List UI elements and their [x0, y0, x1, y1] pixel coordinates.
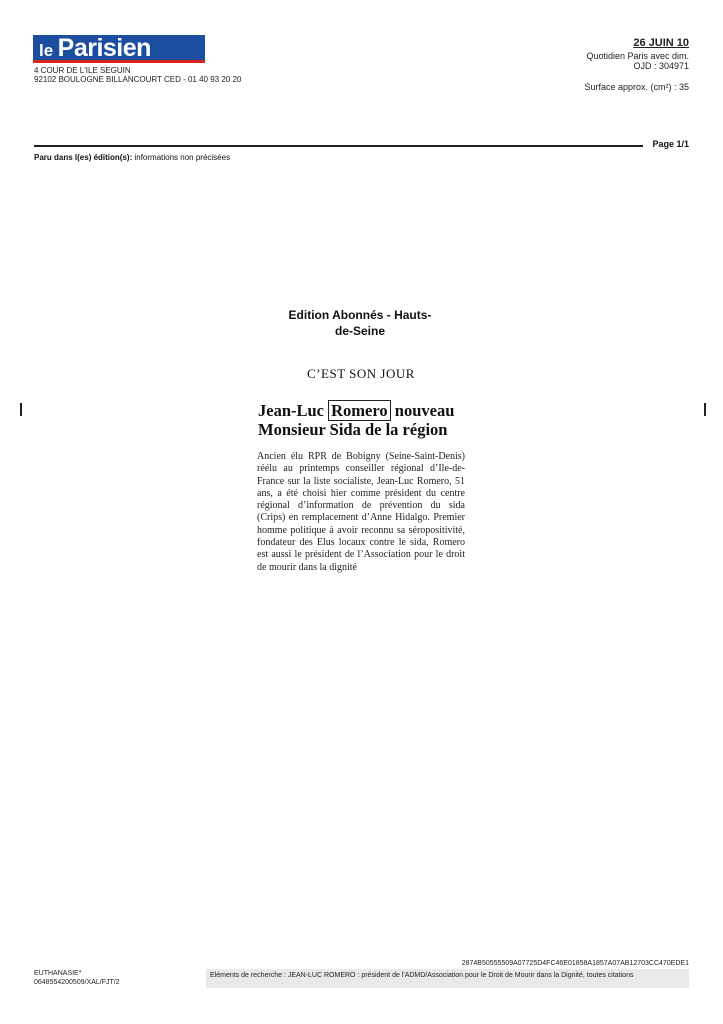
article-body: Ancien élu RPR de Bobigny (Seine-Saint-Denis) réélu au printemps conseiller régional d’Ile-de-France sur la liste socialiste, Jean-Luc Romero, 51 ans, a été choisi hier comme président du centre régional d’information de prévention du sida (Crips) en remplacement d’Anne Hidalgo. Premier homme politique à avoir reconnu sa séropositivité, fondateur des Elus locaux contre le sida, Romero est aussi le président de l’Association pour le droit de mourir dans la dignité [257, 451, 465, 573]
headline-post: nouveau [390, 401, 455, 420]
article-edition-line1: Edition Abonnés - Hauts- [288, 308, 432, 322]
topic-tag: EUTHANASIE* [34, 970, 82, 977]
article-headline [258, 401, 470, 439]
logo-le-text: le [39, 41, 54, 60]
article-edition [270, 307, 450, 339]
article-kicker: C’EST SON JOUR [307, 366, 415, 381]
headline-line1 [258, 401, 470, 420]
document-reference: 0648554200509/XAL/FJT/2 [34, 979, 120, 986]
edition-label: Paru dans l(es) édition(s): [34, 153, 133, 162]
publication-date: 26 JUIN 10 [633, 37, 689, 49]
article-edition-line2: de-Seine [334, 324, 385, 338]
headline-line2: Monsieur Sida de la région [258, 420, 448, 439]
headline-highlight: Romero [328, 400, 391, 421]
logo-parisien-text: Parisien [57, 34, 151, 62]
publication-frequency: Quotidien Paris avec dim. [586, 51, 689, 61]
headline-pre: Jean-Luc [258, 401, 329, 420]
edition-info [34, 153, 230, 162]
header-divider [34, 145, 643, 147]
publisher-address-line2: 92102 BOULOGNE BILLANCOURT CED - 01 40 93 20 20 [34, 75, 242, 84]
crop-mark-left [20, 403, 22, 416]
document-hash-code: 2874B50555509A07725D4FC46E01858A1857A07AB12703CC470EDE1 [461, 960, 689, 967]
crop-mark-right [704, 403, 706, 416]
edition-value: informations non précisées [134, 153, 231, 162]
ojd-circulation: OJD : 304971 [633, 61, 689, 71]
surface-area: Surface approx. (cm²) : 35 [584, 82, 689, 92]
page-number: Page 1/1 [652, 139, 689, 149]
search-elements-text: Eléments de recherche : JEAN-LUC ROMERO : président de l'ADMD/Association pour le Droit de Mourir dans la Dignité, toutes citations [210, 972, 634, 979]
publisher-address-line1: 4 COUR DE L'ILE SEGUIN [34, 66, 131, 75]
le-parisien-logo [33, 35, 205, 63]
